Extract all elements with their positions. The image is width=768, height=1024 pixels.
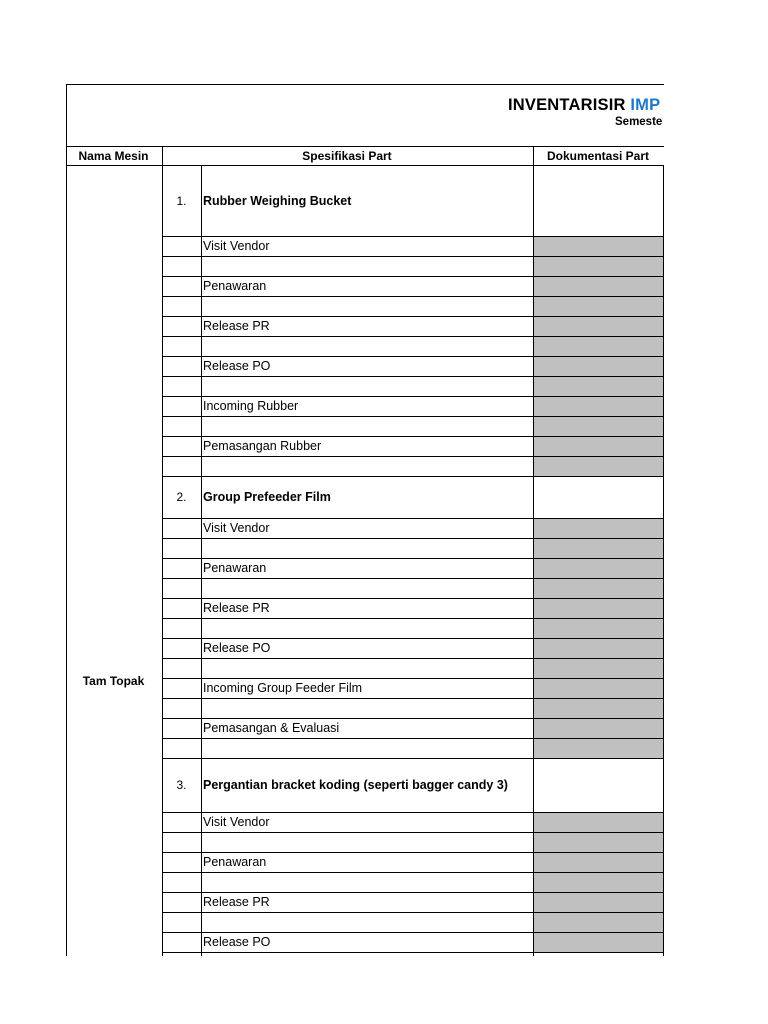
step-label-cell[interactable]: Release PR <box>203 895 270 909</box>
documentation-cell-shaded[interactable] <box>533 913 663 932</box>
step-label-cell[interactable]: Visit Vendor <box>203 521 270 535</box>
documentation-cell-shaded[interactable] <box>533 337 663 356</box>
documentation-cell-shaded[interactable] <box>533 277 663 296</box>
documentation-cell-shaded[interactable] <box>533 317 663 336</box>
documentation-cell-shaded[interactable] <box>533 833 663 852</box>
column-border <box>201 165 202 956</box>
documentation-cell-shaded[interactable] <box>533 679 663 698</box>
documentation-cell-shaded[interactable] <box>533 237 663 256</box>
documentation-cell-shaded[interactable] <box>533 297 663 316</box>
documentation-cell-shaded[interactable] <box>533 257 663 276</box>
step-label-cell[interactable]: Release PO <box>203 935 271 949</box>
documentation-cell-shaded[interactable] <box>533 357 663 376</box>
documentation-cell-shaded[interactable] <box>533 397 663 416</box>
column-border <box>533 165 534 956</box>
documentation-cell-shaded[interactable] <box>533 719 663 738</box>
step-label-cell[interactable]: Release PO <box>203 641 271 655</box>
step-label-cell[interactable]: Incoming Rubber <box>203 399 299 413</box>
step-label-cell[interactable]: Penawaran <box>203 561 267 575</box>
sheet-subtitle: Semeste <box>615 116 663 128</box>
machine-name-cell[interactable]: Tam Topak <box>82 674 145 688</box>
step-label-cell[interactable]: Release PR <box>203 319 270 333</box>
column-header-docs[interactable]: Dokumentasi Part <box>546 149 650 163</box>
column-header-spec[interactable]: Spesifikasi Part <box>302 149 392 163</box>
documentation-cell-shaded[interactable] <box>533 619 663 638</box>
documentation-cell-shaded[interactable] <box>533 893 663 912</box>
step-label-cell[interactable]: Release PO <box>203 359 271 373</box>
documentation-cell-shaded[interactable] <box>533 739 663 758</box>
documentation-cell-shaded[interactable] <box>533 659 663 678</box>
item-title-cell[interactable]: Pergantian bracket koding (seperti bagger candy 3) <box>203 778 508 792</box>
documentation-cell-shaded[interactable] <box>533 599 663 618</box>
step-label-cell[interactable]: Visit Vendor <box>203 239 270 253</box>
sheet-title-main: INVENTARISIR <box>508 96 631 114</box>
documentation-cell-shaded[interactable] <box>533 519 663 538</box>
item-title-cell[interactable]: Rubber Weighing Bucket <box>203 194 352 208</box>
sheet-title <box>508 96 660 115</box>
item-number-cell[interactable]: 1. <box>176 194 187 208</box>
item-title-cell[interactable]: Group Prefeeder Film <box>203 490 331 504</box>
documentation-cell-shaded[interactable] <box>533 417 663 436</box>
documentation-cell-shaded[interactable] <box>533 457 663 476</box>
header-separator <box>162 146 163 165</box>
documentation-cell-shaded[interactable] <box>533 579 663 598</box>
item-number-cell[interactable]: 3. <box>176 778 187 792</box>
item-number-cell[interactable]: 2. <box>176 490 187 504</box>
documentation-cell-shaded[interactable] <box>533 853 663 872</box>
step-label-cell[interactable]: Penawaran <box>203 855 267 869</box>
documentation-cell-shaded[interactable] <box>533 559 663 578</box>
step-label-cell[interactable]: Release PR <box>203 601 270 615</box>
row-border <box>162 952 664 953</box>
column-border <box>162 165 163 956</box>
documentation-cell-shaded[interactable] <box>533 873 663 892</box>
header-separator <box>533 146 534 165</box>
header-border-bottom <box>66 165 664 166</box>
table-border-left <box>66 84 67 956</box>
documentation-cell-shaded[interactable] <box>533 813 663 832</box>
step-label-cell[interactable]: Pemasangan & Evaluasi <box>203 721 340 735</box>
title-border-top <box>66 84 664 85</box>
column-header-machine[interactable]: Nama Mesin <box>78 149 149 163</box>
sheet-title-accent: IMP <box>630 96 661 114</box>
step-label-cell[interactable]: Incoming Group Feeder Film <box>203 681 363 695</box>
step-label-cell[interactable]: Visit Vendor <box>203 815 270 829</box>
documentation-cell-shaded[interactable] <box>533 377 663 396</box>
step-label-cell[interactable]: Penawaran <box>203 279 267 293</box>
step-label-cell[interactable]: Pemasangan Rubber <box>203 439 322 453</box>
documentation-cell-shaded[interactable] <box>533 639 663 658</box>
documentation-cell-shaded[interactable] <box>533 933 663 952</box>
header-border-top <box>66 146 664 147</box>
documentation-cell-shaded[interactable] <box>533 539 663 558</box>
documentation-cell-shaded[interactable] <box>533 699 663 718</box>
column-border <box>663 165 664 956</box>
documentation-cell-shaded[interactable] <box>533 437 663 456</box>
